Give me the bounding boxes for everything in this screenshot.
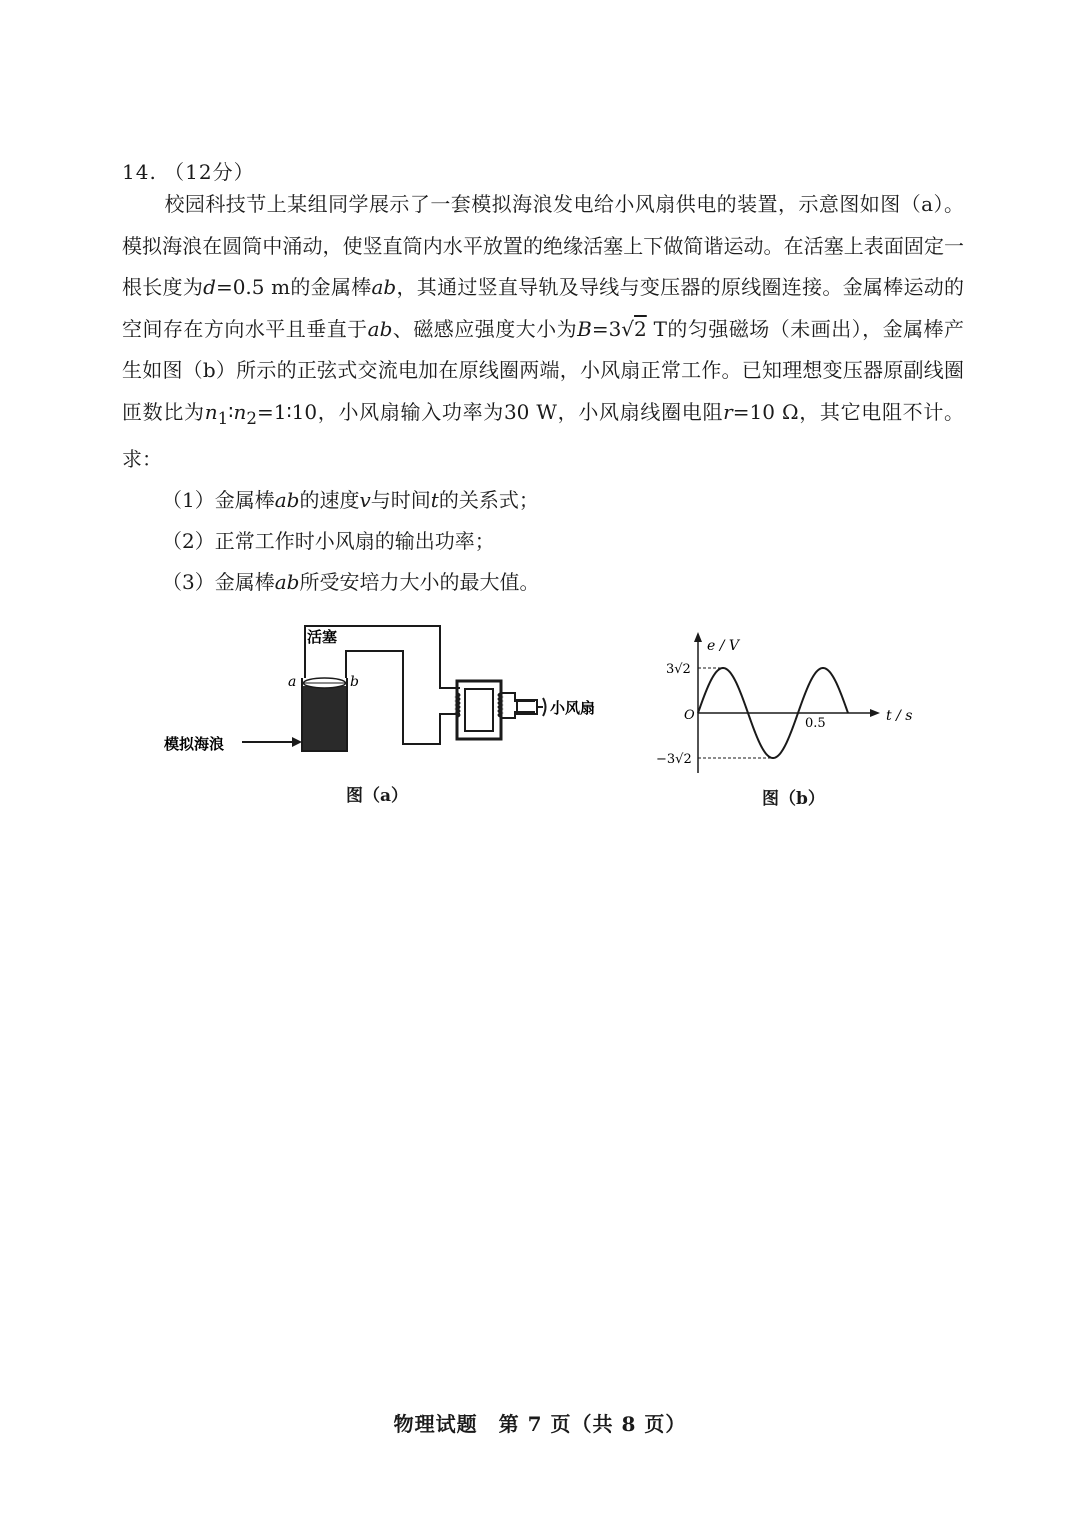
fan [501, 693, 546, 718]
question-stem: 校园科技节上某组同学展示了一套模拟海浪发电给小风扇供电的装置，示意图如图（a）。模拟海浪在圆筒中涌动，使竖直筒内水平放置的绝缘活塞上下做简谐运动。在活塞上表面固定一根长度为d=0.5 m的金属棒ab，其通过竖直导轨及导线与变压器的原线圈连接。金属棒运动的空间存在方向水平且垂直于ab、磁感应强度大小为B=3√2 T的匀强磁场（未画出），金属棒产生如图（b）所示的正弦式交流电加在原线圈两端，小风扇正常工作。已知理想变压器原副线圈匝数比为$n_1∶n_2=1∶10$，小风扇输入功率为30 W，小风扇线圈电阻r=10 Ω，其它电阻不计。求： [122, 192, 965, 471]
wave-inlet-arrow [242, 737, 302, 747]
y-axis-arrow [694, 632, 702, 642]
figure-b-caption: 图（b） [762, 789, 825, 809]
label-b: b [350, 674, 359, 690]
sub-question-1: （1）金属棒ab的速度v与时间t的关系式； [162, 488, 539, 512]
question-header [122, 156, 255, 185]
figure-a-apparatus [160, 618, 620, 768]
sub-question-2: （2）正常工作时小风扇的输出功率； [162, 529, 495, 553]
x-tick-label: 0.5 [805, 716, 826, 731]
x-axis-label: t / s [886, 708, 913, 724]
y-max-tick-label: 3√2 [666, 662, 691, 677]
origin-label: O [684, 708, 695, 723]
label-piston: 活塞 [307, 628, 338, 646]
transformer [457, 681, 501, 739]
cylinder [250, 678, 347, 751]
y-axis-label: e / V [707, 638, 740, 654]
page-footer: 物理试题 第 7 页（共 8 页） [393, 1412, 687, 1436]
question-points: （12分） [164, 160, 255, 184]
label-fan: 小风扇 [550, 699, 596, 717]
label-a: a [288, 674, 297, 690]
question-number: 14. [122, 160, 157, 184]
label-wave: 模拟海浪 [164, 735, 225, 753]
y-min-tick-label: −3√2 [656, 752, 692, 767]
x-axis-arrow [870, 709, 880, 717]
sub-question-3: （3）金属棒ab所受安培力大小的最大值。 [162, 570, 540, 594]
figure-b-chart [650, 628, 920, 778]
figure-a-caption: 图（a） [346, 786, 409, 806]
